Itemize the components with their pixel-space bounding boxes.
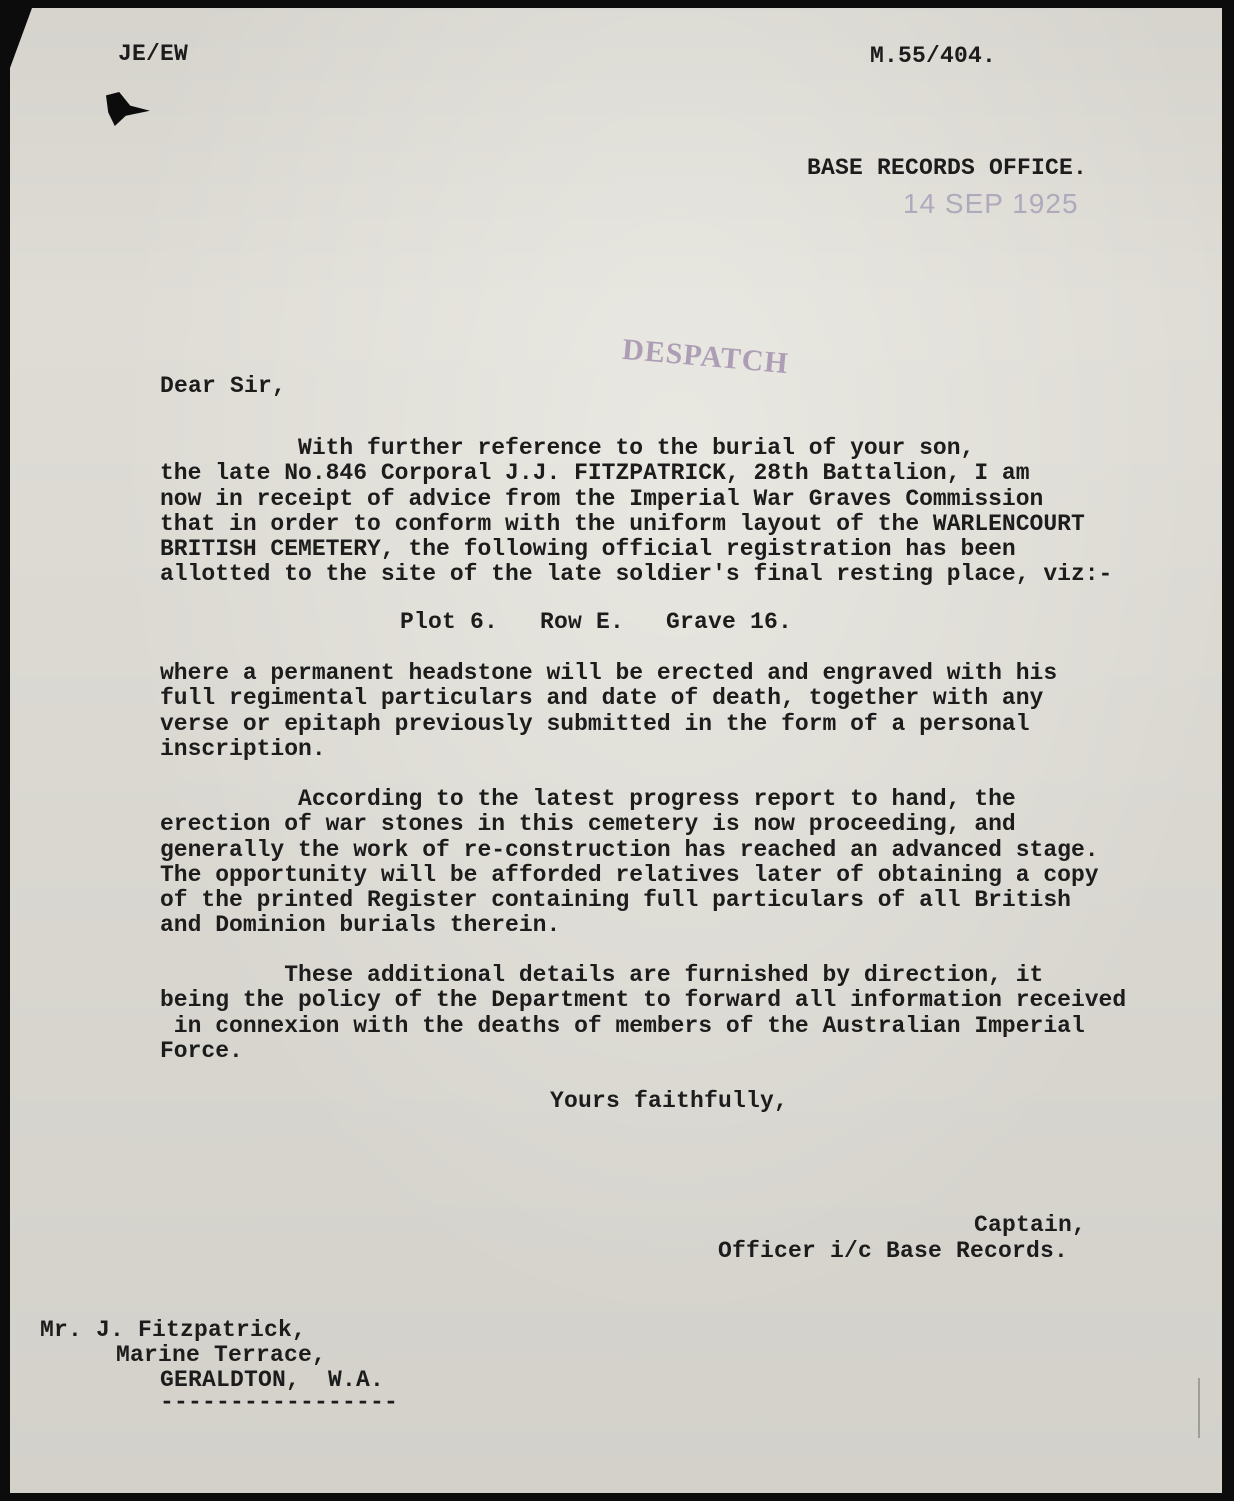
paper-edge-mark bbox=[1198, 1378, 1200, 1438]
text-line: inscription. bbox=[160, 735, 326, 762]
addressee-street: Marine Terrace, bbox=[116, 1342, 327, 1368]
addressee-name: Mr. J. Fitzpatrick, bbox=[40, 1317, 307, 1343]
text-line: in connexion with the deaths of members of the Australian Imperial bbox=[160, 1012, 1085, 1039]
text-line: full regimental particulars and date of death, together with any bbox=[160, 685, 1044, 712]
paragraph-progress bbox=[160, 787, 1099, 939]
text-line: of the printed Register containing full particulars of all British bbox=[160, 887, 1071, 914]
date-stamp: 14 SEP 1925 bbox=[903, 188, 1079, 219]
text-line: being the policy of the Department to forward all information received bbox=[160, 987, 1127, 1014]
punch-hole bbox=[106, 92, 150, 126]
addressee-underline: ----------------- bbox=[160, 1389, 399, 1415]
text-line: generally the work of re-construction has reached an advanced stage. bbox=[160, 836, 1099, 863]
text-line: the late No.846 Corporal J.J. FITZPATRICK, 28th Battalion, I am bbox=[160, 460, 1030, 487]
signature-title: Officer i/c Base Records. bbox=[718, 1238, 1069, 1264]
text-line: Force. bbox=[160, 1037, 243, 1064]
text-line: and Dominion burials therein. bbox=[160, 912, 561, 939]
paragraph-headstone bbox=[160, 661, 1057, 762]
text-line: The opportunity will be afforded relatives later of obtaining a copy bbox=[160, 861, 1099, 888]
file-number: M.55/404. bbox=[870, 43, 997, 69]
closing: Yours faithfully, bbox=[550, 1088, 789, 1114]
text-line: erection of war stones in this cemetery is now proceeding, and bbox=[160, 811, 1016, 838]
signature-rank: Captain, bbox=[974, 1212, 1087, 1238]
text-line: that in order to conform with the uniform layout of the WARLENCOURT bbox=[160, 510, 1085, 537]
reference-initials: JE/EW bbox=[118, 41, 189, 67]
despatch-stamp: DESPATCH bbox=[620, 332, 791, 381]
text-line: allotted to the site of the late soldier's final resting place, viz:- bbox=[160, 561, 1113, 588]
paragraph-burial bbox=[160, 436, 1112, 588]
text-line: now in receipt of advice from the Imperial War Graves Commission bbox=[160, 485, 1044, 512]
text-line: where a permanent headstone will be erected and engraved with his bbox=[160, 660, 1058, 686]
text-line: According to the latest progress report to hand, the bbox=[160, 786, 1016, 812]
text-line: These additional details are furnished by direction, it bbox=[160, 962, 1044, 988]
text-line: verse or epitaph previously submitted in the form of a personal bbox=[160, 710, 1030, 737]
addressee-town: GERALDTON, W.A. bbox=[160, 1367, 385, 1393]
paragraph-policy bbox=[160, 963, 1126, 1064]
office-name: BASE RECORDS OFFICE. bbox=[807, 155, 1088, 181]
text-line: BRITISH CEMETERY, the following official registration has been bbox=[160, 536, 1016, 563]
salutation: Dear Sir, bbox=[160, 373, 287, 399]
torn-corner bbox=[10, 8, 32, 68]
text-line: With further reference to the burial of your son, bbox=[160, 435, 975, 461]
grave-registration: Plot 6. Row E. Grave 16. bbox=[400, 609, 793, 635]
letter-page bbox=[10, 8, 1222, 1493]
